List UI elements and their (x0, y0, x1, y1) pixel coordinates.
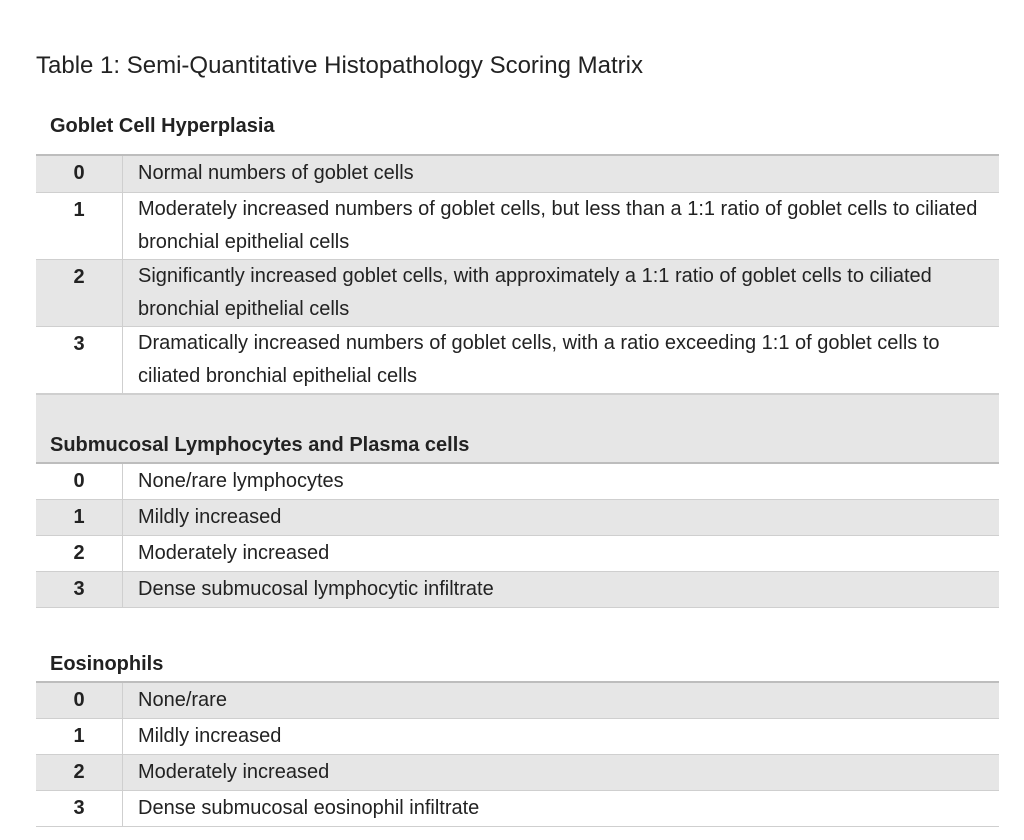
description-cell: Moderately increased (138, 542, 330, 564)
table-row (36, 500, 999, 536)
score-cell: 1 (36, 719, 123, 754)
description-cell: Mildly increased (138, 725, 282, 747)
score-cell: 0 (36, 683, 123, 718)
table-row (36, 572, 999, 608)
description-cell: None/rare lymphocytes (138, 470, 344, 492)
table-row (36, 327, 999, 394)
section-heading: Goblet Cell Hyperplasia (50, 115, 275, 137)
score-cell: 2 (36, 536, 123, 571)
score-cell: 2 (36, 260, 123, 326)
scoring-table-document (36, 50, 999, 827)
score-cell: 1 (36, 193, 123, 259)
score-cell: 3 (36, 327, 123, 393)
section-heading: Submucosal Lymphocytes and Plasma cells (36, 429, 999, 464)
table-row (36, 536, 999, 572)
description-cell: Moderately increased (138, 761, 330, 783)
description-cell: Dramatically increased numbers of goblet cells, with a ratio exceeding 1:1 of goblet cells to ciliated bronchial epithelial cells (138, 332, 940, 387)
description-cell: Dense submucosal eosinophil infiltrate (138, 797, 480, 819)
score-cell: 0 (36, 464, 123, 499)
description-cell: Mildly increased (138, 506, 282, 528)
score-rows (36, 464, 999, 608)
section-spacer (36, 394, 999, 429)
table-row (36, 755, 999, 791)
score-cell: 3 (36, 572, 123, 607)
section-heading: Eosinophils (50, 653, 164, 675)
table-row (36, 719, 999, 755)
description-cell: Significantly increased goblet cells, with approximately a 1:1 ratio of goblet cells to ciliated bronchial epithelial cells (138, 265, 932, 320)
table-row (36, 464, 999, 500)
description-cell: Normal numbers of goblet cells (138, 162, 414, 184)
score-cell: 3 (36, 791, 123, 826)
description-cell: Dense submucosal lymphocytic infiltrate (138, 578, 494, 600)
table-row (36, 791, 999, 827)
score-rows (36, 681, 999, 827)
table-row (36, 193, 999, 260)
score-cell: 2 (36, 755, 123, 790)
description-cell: Moderately increased numbers of goblet cells, but less than a 1:1 ratio of goblet cells to ciliated bronchial epithelial cells (138, 198, 978, 253)
score-rows (36, 154, 999, 394)
section-submucosal-lymphocytes (36, 394, 999, 608)
table-row (36, 156, 999, 193)
description-cell: None/rare (138, 689, 227, 711)
section-goblet-cell-hyperplasia (36, 110, 999, 394)
table-row (36, 260, 999, 327)
section-eosinophils (36, 648, 999, 827)
score-cell: 1 (36, 500, 123, 535)
table-row (36, 683, 999, 719)
score-cell: 0 (36, 156, 123, 192)
table-title: Table 1: Semi-Quantitative Histopathology Scoring Matrix (36, 52, 643, 79)
